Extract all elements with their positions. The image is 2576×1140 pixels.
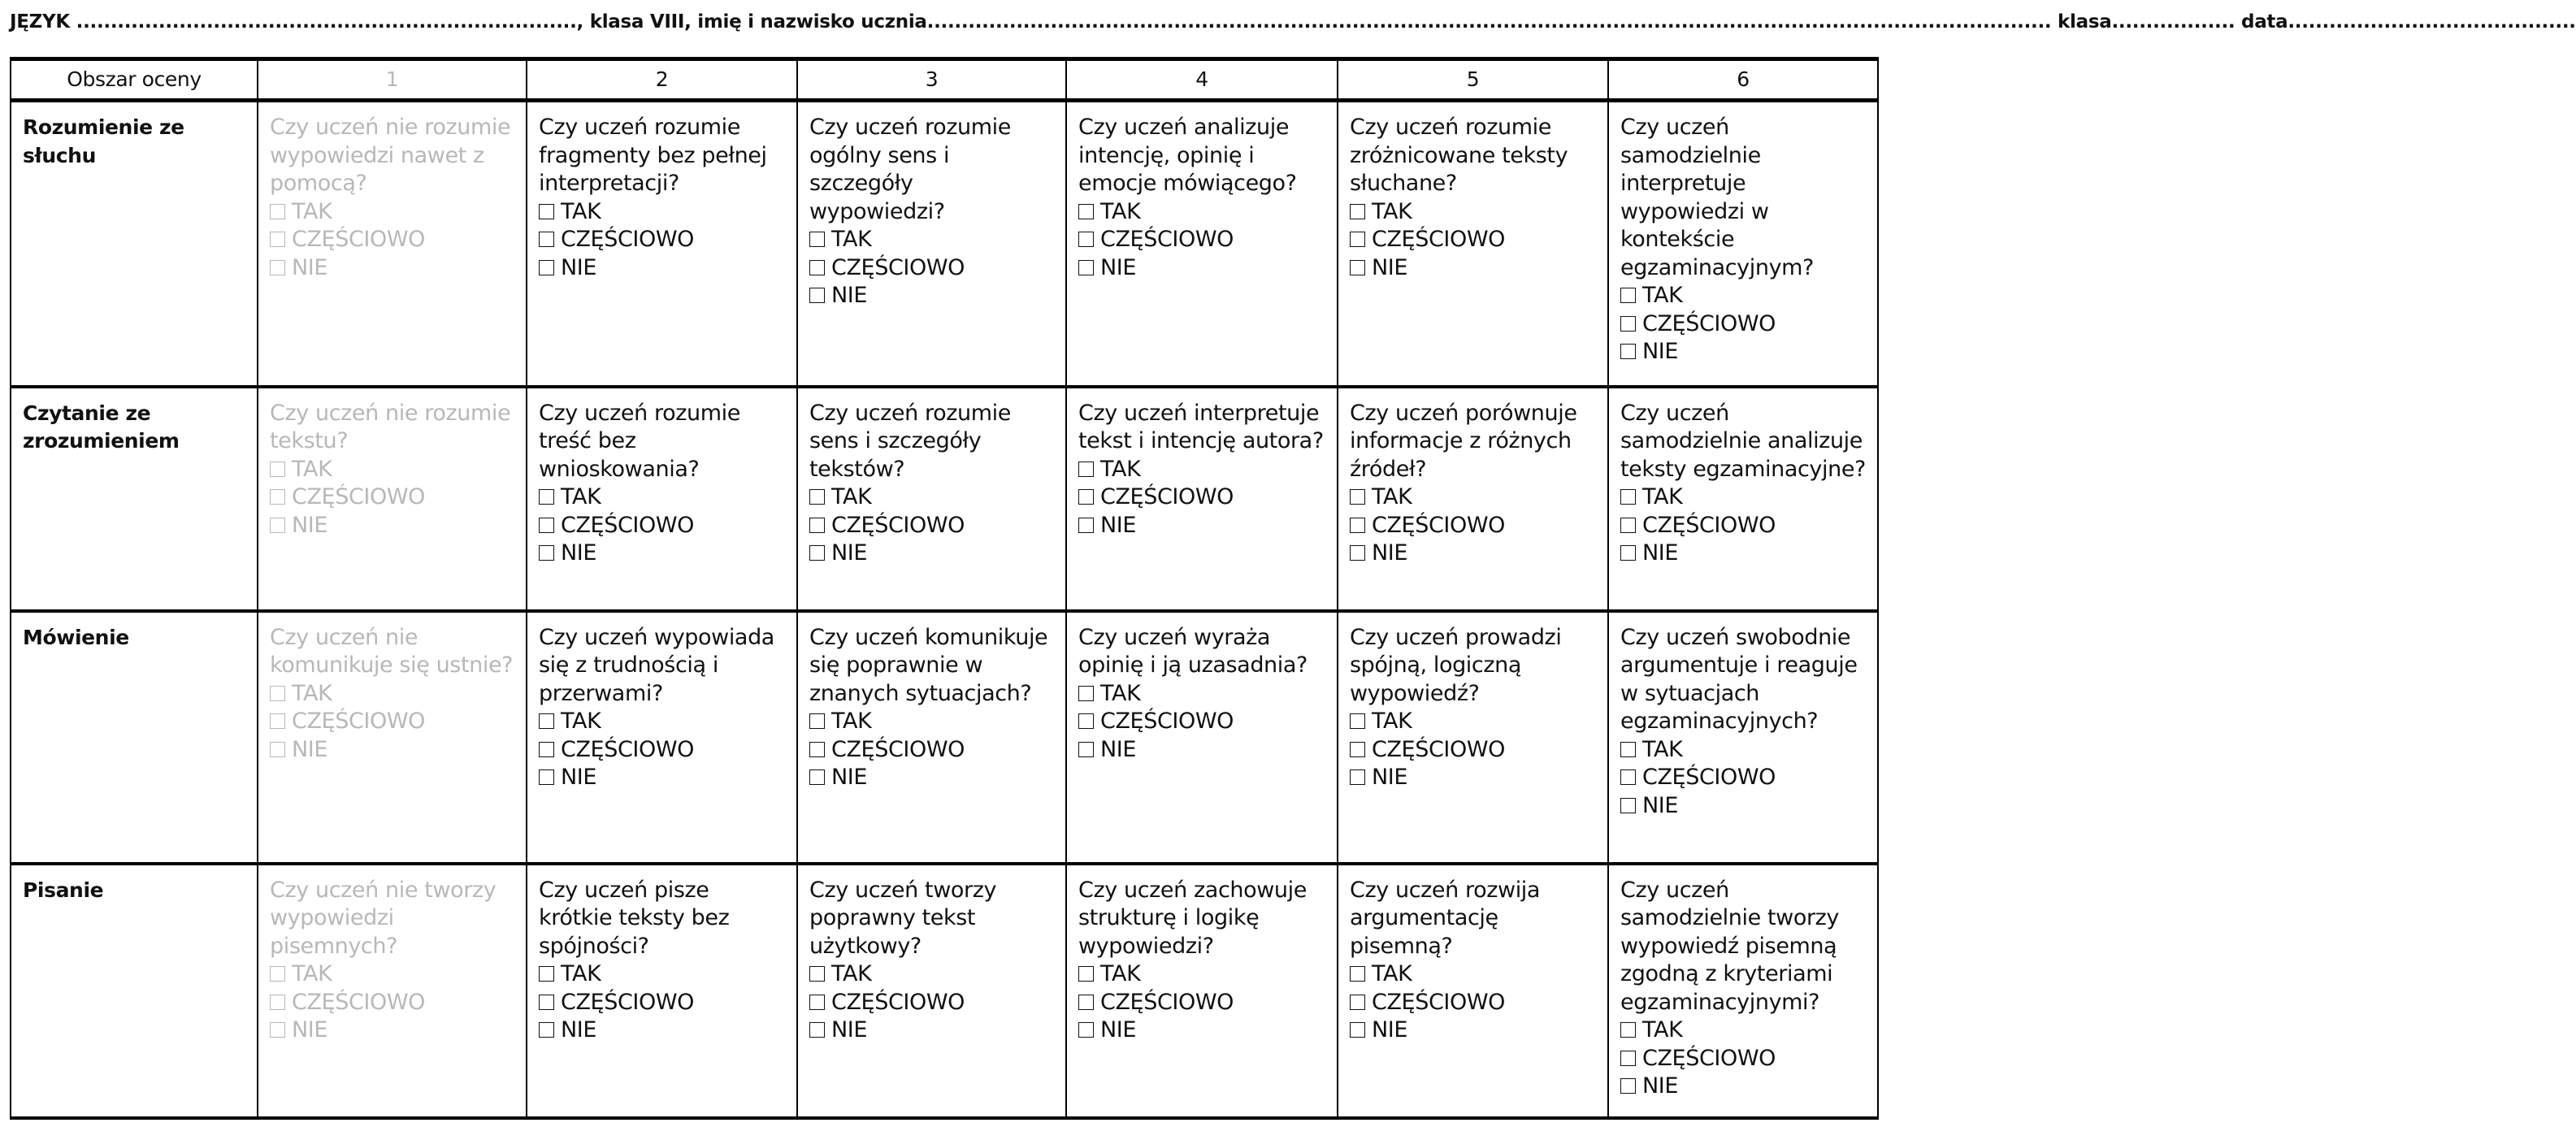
checkbox-label: TAK [292,961,332,986]
area-label: Mówienie [11,611,258,864]
checkbox-label: NIE [1372,254,1408,280]
criterion-question: Czy uczeń rozumie fragmenty bez pełnej interpretacji? [539,115,767,196]
criterion-cell [1066,611,1338,864]
checkbox-label: CZĘŚCIOWO [831,989,965,1015]
checkbox-label: TAK [1642,1017,1683,1042]
checkbox-icon[interactable] [1350,742,1365,757]
checkbox-label: TAK [561,961,601,986]
checkbox-label: TAK [1100,198,1141,224]
criterion-question: Czy uczeń nie tworzy wypowiedzi pisemnych? [270,877,497,959]
checkbox-label: TAK [292,198,332,224]
checkbox-icon[interactable] [539,769,554,785]
checkbox-icon[interactable] [809,232,825,247]
checkbox-icon[interactable] [1620,1022,1636,1038]
table-row [11,611,1878,864]
area-label: Pisanie [11,864,258,1118]
criterion-cell [258,864,527,1118]
checkbox-icon[interactable] [1078,489,1094,505]
checkbox-label: TAK [831,484,872,509]
criterion-question: Czy uczeń samodzielnie tworzy wypowiedź pisemną zgodną z kryteriami egzaminacyjnymi? [1620,877,1840,1015]
criterion-cell [258,387,527,611]
checkbox-option-częściowo[interactable] [1078,483,1325,512]
checkbox-option-nie[interactable] [270,512,514,540]
checkbox-label: NIE [831,765,868,790]
criterion-cell [1338,611,1608,864]
criterion-question: Czy uczeń analizuje intencję, opinię i emocje mówiącego? [1078,115,1297,196]
checkbox-icon[interactable] [270,489,285,505]
checkbox-label: NIE [1372,765,1408,790]
criterion-question: Czy uczeń rozumie zróżnicowane teksty słuchane? [1350,115,1568,196]
checkbox-icon[interactable] [1350,545,1365,561]
checkbox-label: NIE [831,540,868,566]
checkbox-option-nie[interactable] [539,254,785,283]
criterion-cell [1608,387,1878,611]
checkbox-icon[interactable] [1620,798,1636,813]
checkbox-label: NIE [1100,736,1137,762]
checkbox-icon[interactable] [270,1022,285,1038]
checkbox-option-tak[interactable] [809,960,1054,989]
checkbox-label: TAK [1100,680,1141,706]
checkbox-label: TAK [831,961,872,986]
checkbox-icon[interactable] [1350,260,1365,275]
checkbox-option-tak[interactable] [539,708,785,736]
criterion-cell [797,101,1066,387]
checkbox-option-nie[interactable] [1350,540,1596,568]
table-row [11,864,1878,1118]
criterion-cell [797,864,1066,1118]
checkbox-option-nie[interactable] [1620,540,1866,568]
criterion-cell [527,864,797,1118]
checkbox-option-tak[interactable] [1350,483,1596,512]
checkbox-icon[interactable] [270,966,285,982]
checkbox-option-częściowo[interactable] [809,254,1054,283]
checkbox-option-tak[interactable] [1350,708,1596,736]
checkbox-label: TAK [1372,961,1412,986]
checkbox-option-nie[interactable] [270,254,514,283]
checkbox-label: NIE [1100,254,1137,280]
checkbox-label: CZĘŚCIOWO [561,227,694,252]
checkbox-option-częściowo[interactable] [270,708,514,736]
checkbox-label: CZĘŚCIOWO [1642,765,1776,790]
criterion-cell [797,611,1066,864]
criterion-cell [258,101,527,387]
checkbox-option-częściowo[interactable] [1078,708,1325,736]
checkbox-label: NIE [1642,1073,1679,1099]
checkbox-label: NIE [292,254,328,280]
checkbox-label: CZĘŚCIOWO [292,709,425,734]
checkbox-option-nie[interactable] [809,282,1054,310]
checkbox-icon[interactable] [1078,232,1094,247]
checkbox-icon[interactable] [1620,288,1636,303]
checkbox-icon[interactable] [1620,344,1636,359]
checkbox-icon[interactable] [1350,713,1365,729]
checkbox-option-tak[interactable] [270,680,514,709]
checkbox-label: TAK [1372,709,1412,734]
checkbox-label: CZĘŚCIOWO [1100,989,1234,1015]
checkbox-option-tak[interactable] [1620,1016,1866,1045]
checkbox-label: TAK [831,227,872,252]
criterion-question: Czy uczeń samodzielnie analizuje teksty egzaminacyjne? [1620,400,1866,482]
checkbox-icon[interactable] [270,462,285,477]
checkbox-label: TAK [1372,484,1412,509]
checkbox-icon[interactable] [270,713,285,729]
criterion-question: Czy uczeń komunikuje się poprawnie w znanych sytuacjach? [809,624,1048,706]
checkbox-icon[interactable] [1078,995,1094,1010]
checkbox-option-częściowo[interactable] [809,512,1054,540]
criterion-cell [527,387,797,611]
checkbox-label: NIE [561,254,597,280]
checkbox-label: NIE [1100,512,1137,538]
checkbox-option-tak[interactable] [1620,483,1866,512]
column-header-grade-6: 6 [1608,59,1878,101]
checkbox-label: NIE [561,1017,597,1042]
criterion-question: Czy uczeń nie rozumie wypowiedzi nawet z pomocą? [270,115,511,196]
checkbox-option-częściowo[interactable] [539,736,785,765]
checkbox-label: TAK [561,198,601,224]
checkbox-icon[interactable] [1350,204,1365,219]
checkbox-label: CZĘŚCIOWO [1372,736,1505,762]
checkbox-option-nie[interactable] [270,736,514,765]
criterion-cell [1066,864,1338,1118]
checkbox-option-nie[interactable] [539,1016,785,1045]
checkbox-option-częściowo[interactable] [1350,989,1596,1017]
checkbox-icon[interactable] [1350,1022,1365,1038]
checkbox-label: NIE [561,765,597,790]
checkbox-icon[interactable] [1620,742,1636,757]
checkbox-option-nie[interactable] [1078,254,1325,283]
checkbox-icon[interactable] [1350,769,1365,785]
checkbox-icon[interactable] [809,288,825,303]
checkbox-icon[interactable] [539,518,554,533]
checkbox-option-częściowo[interactable] [270,226,514,254]
checkbox-label: CZĘŚCIOWO [292,484,425,509]
checkbox-icon[interactable] [1078,204,1094,219]
checkbox-label: NIE [1372,540,1408,566]
checkbox-label: NIE [831,283,868,308]
checkbox-label: CZĘŚCIOWO [561,736,694,762]
checkbox-icon[interactable] [539,966,554,982]
checkbox-option-częściowo[interactable] [1350,736,1596,765]
criterion-question: Czy uczeń wypowiada się z trudnością i przerwami? [539,624,774,706]
criterion-question: Czy uczeń porównuje informacje z różnych źródeł? [1350,400,1577,482]
criterion-cell [527,611,797,864]
checkbox-option-częściowo[interactable] [1620,310,1866,339]
criterion-question: Czy uczeń rozumie ogólny sens i szczegóły wypowiedzi? [809,115,1011,224]
checkbox-icon[interactable] [539,995,554,1010]
criterion-cell [1608,864,1878,1118]
criterion-question: Czy uczeń tworzy poprawny tekst użytkowy? [809,877,997,959]
checkbox-icon[interactable] [270,742,285,757]
criterion-question: Czy uczeń zachowuje strukturę i logikę wypowiedzi? [1078,877,1307,959]
checkbox-label: CZĘŚCIOWO [561,989,694,1015]
checkbox-option-tak[interactable] [270,456,514,484]
checkbox-icon[interactable] [1078,742,1094,757]
checkbox-icon[interactable] [1078,462,1094,477]
table-row [11,101,1878,387]
checkbox-icon[interactable] [809,518,825,533]
checkbox-icon[interactable] [809,713,825,729]
criterion-question: Czy uczeń swobodnie argumentuje i reaguje w sytuacjach egzaminacyjnych? [1620,624,1858,734]
checkbox-option-tak[interactable] [1350,198,1596,227]
checkbox-option-tak[interactable] [809,708,1054,736]
criterion-cell [1338,101,1608,387]
checkbox-label: CZĘŚCIOWO [1100,709,1234,734]
checkbox-option-nie[interactable] [1078,512,1325,540]
checkbox-option-nie[interactable] [1620,338,1866,366]
criterion-cell [1338,387,1608,611]
checkbox-icon[interactable] [1078,260,1094,275]
checkbox-label: CZĘŚCIOWO [1372,989,1505,1015]
criterion-cell [1338,864,1608,1118]
checkbox-icon[interactable] [809,995,825,1010]
checkbox-option-tak[interactable] [1078,960,1325,989]
checkbox-option-nie[interactable] [809,764,1054,792]
checkbox-option-częściowo[interactable] [1620,1045,1866,1073]
checkbox-icon[interactable] [809,966,825,982]
checkbox-label: CZĘŚCIOWO [831,254,965,280]
criterion-question: Czy uczeń wyraża opinię i ją uzasadnia? [1078,624,1308,678]
checkbox-icon[interactable] [539,260,554,275]
column-header-grade-1: 1 [258,59,527,101]
column-header-grade-4: 4 [1066,59,1338,101]
criterion-question: Czy uczeń pisze krótkie teksty bez spójności? [539,877,730,959]
criterion-cell [527,101,797,387]
checkbox-label: CZĘŚCIOWO [561,512,694,538]
column-header-grade-5: 5 [1338,59,1608,101]
checkbox-icon[interactable] [1620,1051,1636,1066]
checkbox-option-tak[interactable] [539,483,785,512]
checkbox-label: NIE [831,1017,868,1042]
checkbox-icon[interactable] [1350,489,1365,505]
checkbox-label: NIE [292,512,328,538]
checkbox-option-nie[interactable] [1620,1073,1866,1101]
criterion-cell [797,387,1066,611]
checkbox-option-tak[interactable] [1078,456,1325,484]
checkbox-icon[interactable] [270,686,285,701]
checkbox-option-częściowo[interactable] [270,989,514,1017]
checkbox-option-częściowo[interactable] [1350,512,1596,540]
checkbox-option-częściowo[interactable] [539,989,785,1017]
checkbox-option-nie[interactable] [809,540,1054,568]
header-line: JĘZYK ........................................................................., klasa VIII, imię i nazwisko ucznia.................................................................................................................................................................... klasa.................. data.......................................... [10,11,2576,33]
checkbox-label: CZĘŚCIOWO [292,227,425,252]
checkbox-label: TAK [831,709,872,734]
checkbox-label: CZĘŚCIOWO [1372,227,1505,252]
checkbox-option-częściowo[interactable] [1078,989,1325,1017]
assessment-table [10,57,1879,1120]
checkbox-icon[interactable] [539,545,554,561]
checkbox-label: CZĘŚCIOWO [831,512,965,538]
checkbox-icon[interactable] [1350,966,1365,982]
criterion-question: Czy uczeń prowadzi spójną, logiczną wypowiedź? [1350,624,1562,706]
checkbox-option-nie[interactable] [1078,1016,1325,1045]
column-header-grade-3: 3 [797,59,1066,101]
checkbox-icon[interactable] [539,1022,554,1038]
checkbox-icon[interactable] [539,742,554,757]
checkbox-label: TAK [561,709,601,734]
checkbox-icon[interactable] [270,260,285,275]
checkbox-icon[interactable] [539,232,554,247]
checkbox-option-nie[interactable] [539,764,785,792]
checkbox-label: NIE [292,736,328,762]
checkbox-icon[interactable] [270,518,285,533]
checkbox-option-tak[interactable] [1078,198,1325,227]
checkbox-label: TAK [1100,961,1141,986]
checkbox-option-nie[interactable] [270,1016,514,1045]
criterion-question: Czy uczeń rozumie treść bez wnioskowania? [539,400,740,482]
checkbox-option-częściowo[interactable] [1620,764,1866,792]
criterion-question: Czy uczeń nie rozumie tekstu? [270,400,511,453]
checkbox-icon[interactable] [1620,769,1636,785]
checkbox-option-tak[interactable] [1620,736,1866,765]
checkbox-option-tak[interactable] [1350,960,1596,989]
checkbox-icon[interactable] [809,742,825,757]
checkbox-icon[interactable] [1078,966,1094,982]
checkbox-icon[interactable] [1078,518,1094,533]
checkbox-option-tak[interactable] [1078,680,1325,709]
checkbox-icon[interactable] [539,713,554,729]
checkbox-label: CZĘŚCIOWO [1642,512,1776,538]
criterion-question: Czy uczeń rozwija argumentację pisemną? [1350,877,1541,959]
checkbox-option-nie[interactable] [1350,764,1596,792]
criterion-cell [1608,611,1878,864]
checkbox-label: TAK [1372,198,1412,224]
checkbox-label: NIE [1642,540,1679,566]
checkbox-icon[interactable] [1078,713,1094,729]
criterion-question: Czy uczeń nie komunikuje się ustnie? [270,624,514,678]
checkbox-icon[interactable] [1620,489,1636,505]
checkbox-icon[interactable] [809,260,825,275]
checkbox-option-częściowo[interactable] [1620,512,1866,540]
checkbox-icon[interactable] [270,995,285,1010]
checkbox-label: TAK [1100,456,1141,482]
checkbox-option-tak[interactable] [1620,282,1866,310]
checkbox-icon[interactable] [1078,1022,1094,1038]
checkbox-label: CZĘŚCIOWO [1642,1045,1776,1071]
checkbox-option-częściowo[interactable] [539,512,785,540]
checkbox-option-częściowo[interactable] [809,736,1054,765]
checkbox-option-nie[interactable] [1350,1016,1596,1045]
checkbox-label: TAK [1642,283,1683,308]
checkbox-icon[interactable] [809,769,825,785]
checkbox-label: CZĘŚCIOWO [292,989,425,1015]
checkbox-icon[interactable] [809,489,825,505]
checkbox-option-tak[interactable] [270,198,514,227]
checkbox-icon[interactable] [809,1022,825,1038]
checkbox-icon[interactable] [1620,316,1636,332]
checkbox-label: CZĘŚCIOWO [1100,227,1234,252]
checkbox-option-tak[interactable] [270,960,514,989]
checkbox-icon[interactable] [539,489,554,505]
checkbox-option-częściowo[interactable] [539,226,785,254]
criterion-cell [258,611,527,864]
column-header-grade-2: 2 [527,59,797,101]
checkbox-icon[interactable] [539,204,554,219]
checkbox-option-nie[interactable] [1078,736,1325,765]
checkbox-option-częściowo[interactable] [809,989,1054,1017]
checkbox-option-tak[interactable] [809,483,1054,512]
checkbox-label: NIE [561,540,597,566]
criterion-cell [1608,101,1878,387]
checkbox-icon[interactable] [1620,1078,1636,1094]
checkbox-label: TAK [1642,484,1683,509]
checkbox-label: NIE [1100,1017,1137,1042]
checkbox-option-nie[interactable] [1620,792,1866,821]
checkbox-label: NIE [1642,792,1679,818]
checkbox-label: NIE [1372,1017,1408,1042]
table-row [11,387,1878,611]
criterion-cell [1066,387,1338,611]
checkbox-icon[interactable] [270,204,285,219]
checkbox-icon[interactable] [1350,232,1365,247]
checkbox-icon[interactable] [1350,518,1365,533]
checkbox-label: TAK [561,484,601,509]
column-header-area: Obszar oceny [11,59,258,101]
header-row [11,59,1878,101]
checkbox-option-nie[interactable] [1350,254,1596,283]
checkbox-option-częściowo[interactable] [1078,226,1325,254]
checkbox-icon[interactable] [1350,995,1365,1010]
checkbox-icon[interactable] [809,545,825,561]
criterion-question: Czy uczeń rozumie sens i szczegóły tekstów? [809,400,1011,482]
checkbox-label: TAK [1642,736,1683,762]
checkbox-option-tak[interactable] [539,198,785,227]
checkbox-label: CZĘŚCIOWO [1100,484,1234,509]
checkbox-option-tak[interactable] [539,960,785,989]
criterion-cell [1066,101,1338,387]
checkbox-label: TAK [292,680,332,706]
checkbox-label: NIE [292,1017,328,1042]
checkbox-label: CZĘŚCIOWO [1372,512,1505,538]
area-label: Rozumienie ze słuchu [11,101,258,387]
checkbox-label: CZĘŚCIOWO [1642,310,1776,336]
checkbox-option-tak[interactable] [809,226,1054,254]
checkbox-option-częściowo[interactable] [1350,226,1596,254]
checkbox-icon[interactable] [1078,686,1094,701]
checkbox-label: CZĘŚCIOWO [831,736,965,762]
checkbox-option-nie[interactable] [809,1016,1054,1045]
checkbox-label: NIE [1642,339,1679,364]
area-label: Czytanie ze zrozumieniem [11,387,258,611]
criterion-question: Czy uczeń interpretuje tekst i intencję autora? [1078,400,1324,453]
checkbox-icon[interactable] [1620,518,1636,533]
checkbox-icon[interactable] [270,232,285,247]
checkbox-option-nie[interactable] [539,540,785,568]
criterion-question: Czy uczeń samodzielnie interpretuje wypowiedzi w kontekście egzaminacyjnym? [1620,115,1814,280]
checkbox-icon[interactable] [1620,545,1636,561]
checkbox-label: TAK [292,456,332,482]
checkbox-option-częściowo[interactable] [270,483,514,512]
